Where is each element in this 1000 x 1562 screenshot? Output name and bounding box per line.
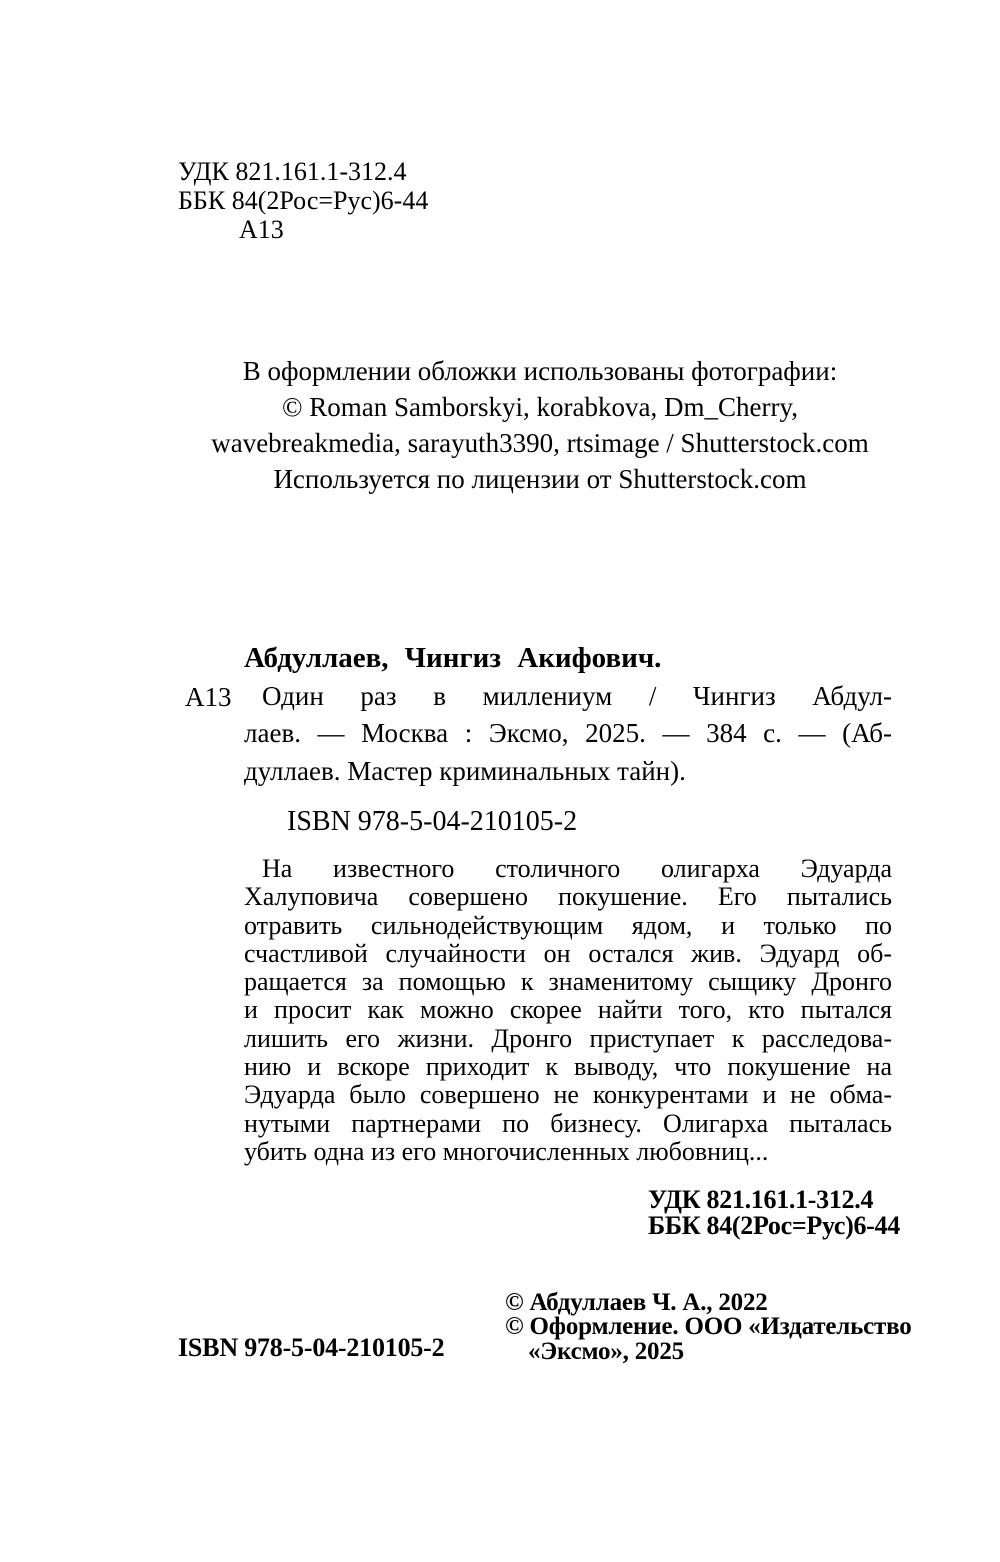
annotation-line: ращается за помощью к знаменитому сыщику Дронго (244, 968, 892, 997)
credits-line: © Roman Samborskyi, korabkova, Dm_Cherry, (282, 392, 798, 422)
annotation-line: Эдуарда было совершено не конкурентами и не обма- (244, 1081, 892, 1110)
catalog-description-line: дуллаев. Мастер криминальных тайн). (244, 755, 686, 786)
imprint-isbn: ISBN 978-5-04-210105-2 (178, 1333, 445, 1362)
annotation-block (244, 855, 892, 1166)
copyright-line: «Эксмо», 2025 (528, 1337, 684, 1365)
annotation-line: убить одна из его многочисленных любовниц... (244, 1136, 769, 1166)
annotation-line: счастливой случайности он остался жив. Эдуард об- (244, 939, 892, 968)
credits-line: wavebreakmedia, sarayuth3390, rtsimage / Shutterstock.com (211, 428, 869, 458)
copyright-line: © Оформление. ООО «Издательство (505, 1313, 912, 1341)
bbk-code-repeat: ББК 84(2Рос=Рус)6-44 (648, 1210, 900, 1240)
annotation-line: нию и вскоре приходит к выводу, что покушение на (244, 1053, 892, 1082)
catalog-description-line: Один раз в миллениум / Чингиз Абдул- (262, 680, 892, 711)
catalog-card (244, 640, 892, 790)
credits-line: Используется по лицензии от Shutterstock.com (273, 464, 807, 494)
annotation-line: Халуповича совершено покушение. Его пытались (244, 883, 892, 912)
cover-credits-block (180, 353, 900, 497)
annotation-line: и просит как можно скорее найти того, кто пытался (244, 996, 892, 1025)
udk-code: УДК 821.161.1-312.4 (178, 157, 407, 186)
top-classification-block (178, 157, 428, 244)
copyright-line: © Абдуллаев Ч. А., 2022 (505, 1289, 768, 1316)
author-sign: А13 (239, 215, 284, 244)
bbk-code: ББК 84(2Рос=Рус)6-44 (178, 186, 429, 215)
annotation-line: нутыми партнерами по бизнесу. Олигарха пыталась (244, 1109, 892, 1138)
annotation-line: На известного столичного олигарха Эдуарда (262, 855, 892, 883)
annotation-line: отравить сильнодействующим ядом, и только по (244, 911, 892, 940)
bottom-classification-block (648, 1187, 900, 1238)
credits-line: В оформлении обложки использованы фотографии: (242, 356, 838, 386)
udk-code-repeat: УДК 821.161.1-312.4 (648, 1185, 874, 1214)
annotation-line: лишить его жизни. Дронго приступает к расследова- (244, 1024, 892, 1053)
catalog-author-sign: А13 (185, 682, 232, 712)
catalog-description-line: лаев. — Москва : Эксмо, 2025. — 384 с. — (Аб- (244, 718, 892, 748)
copyright-block (505, 1291, 912, 1364)
catalog-author-heading: Абдуллаев, Чингиз Акифович. (244, 642, 662, 674)
catalog-isbn: ISBN 978-5-04-210105-2 (287, 806, 578, 837)
